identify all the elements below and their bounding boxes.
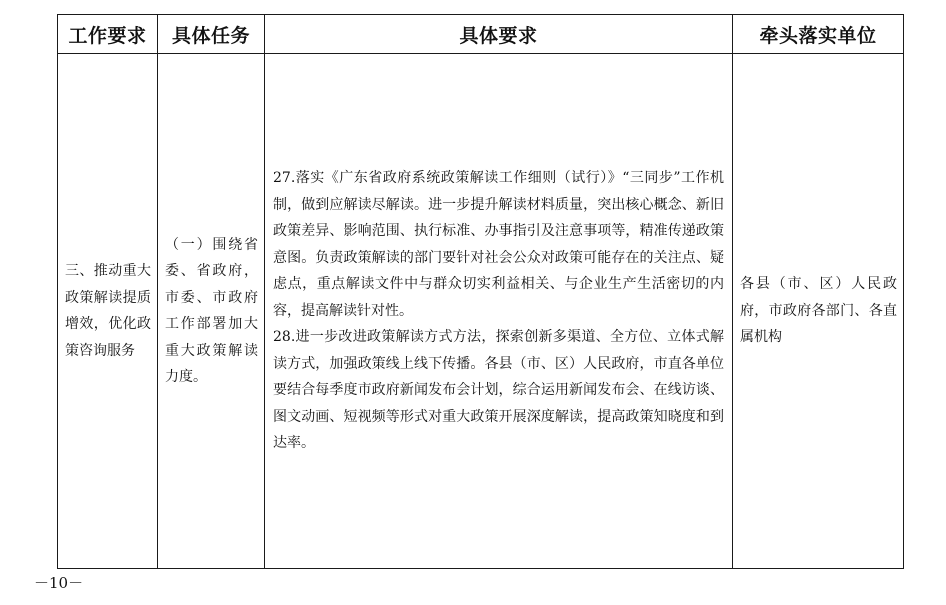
- header-specific-task: 具体任务: [158, 15, 265, 54]
- requirement-item-27: 27.落实《广东省政府系统政策解读工作细则（试行）》“三同步”工作机制，做到应解读尽解读。进一步提升解读材料质量，突出核心概念、新旧政策差异、影响范围、执行标准、办事指引及注意事项等，精准传递政策意图。负责政策解读的部门要针对社会公众对政策可能存在的关注点、疑虑点，重点解读文件中与群众切实利益相关、与企业生产生活密切的内容，提高解读针对性。: [273, 170, 724, 319]
- lead-units-cell: [733, 54, 904, 569]
- specific-task-cell: [158, 54, 265, 569]
- header-work-requirement: 工作要求: [58, 15, 158, 54]
- header-lead-units: 牵头落实单位: [733, 15, 904, 54]
- specific-requirements-cell: [265, 54, 733, 569]
- header-specific-requirements: 具体要求: [265, 15, 733, 54]
- work-requirement-text: 三、推动重大政策解读提质增效，优化政策咨询服务: [65, 263, 151, 359]
- work-requirement-cell: [58, 54, 158, 569]
- table-header-row: [58, 15, 904, 54]
- policy-task-table: [57, 14, 904, 569]
- lead-units-text: 各县（市、区）人民政府，市政府各部门、各直属机构: [740, 276, 897, 346]
- requirement-item-28: 28.进一步改进政策解读方式方法，探索创新多渠道、全方位、立体式解读方式，加强政策线上线下传播。各县（市、区）人民政府，市直各单位要结合每季度市政府新闻发布会计划，综合运用新闻发布会、在线访谈、图文动画、短视频等形式对重大政策开展深度解读，提高政策知晓度和到达率。: [273, 329, 724, 452]
- specific-task-text: （一）围绕省委、省政府，市委、市政府工作部署加大重大政策解读力度。: [165, 236, 258, 385]
- table-row: [58, 54, 904, 569]
- page-number: －10－: [34, 574, 84, 592]
